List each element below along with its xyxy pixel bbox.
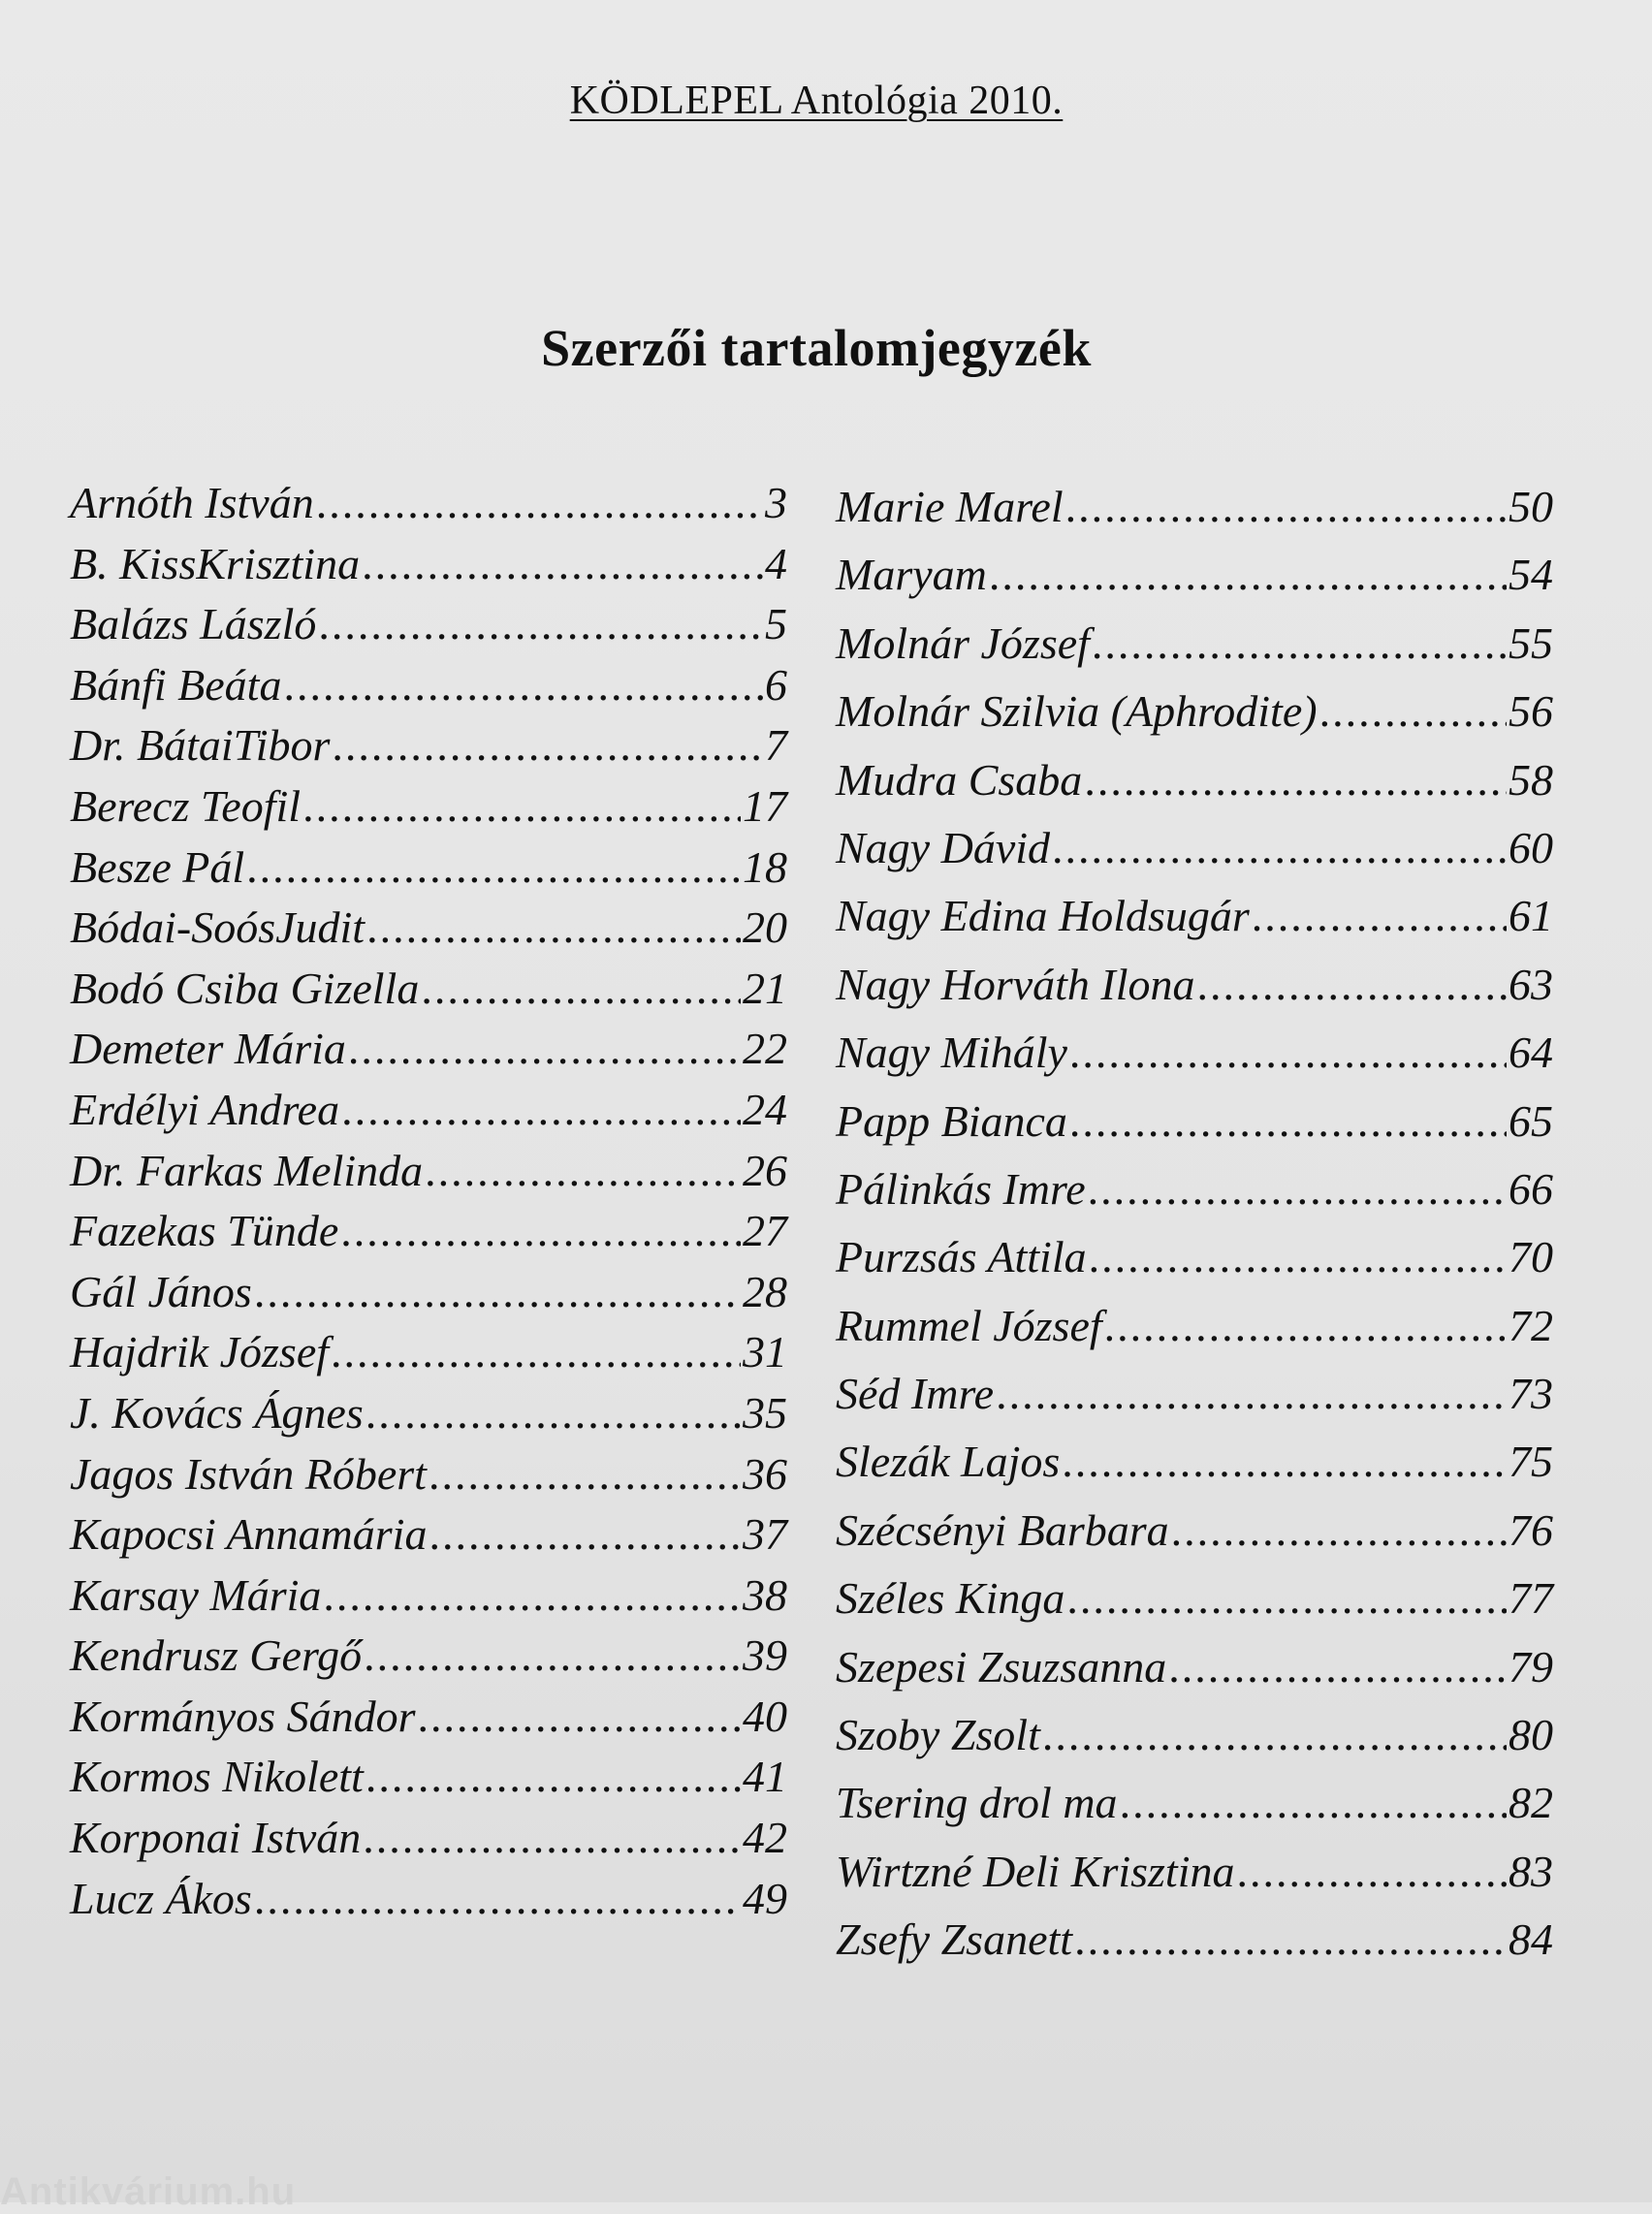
dot-leader — [429, 1444, 741, 1504]
dot-leader — [1088, 1155, 1507, 1223]
author-name: Kormányos Sándor — [70, 1691, 416, 1741]
page-number: 66 — [1509, 1163, 1553, 1214]
author-name: Jagos István Róbert — [70, 1448, 427, 1499]
page-title: Szerzői tartalomjegyzék — [541, 319, 1092, 377]
toc-entry — [70, 838, 787, 899]
dot-leader — [366, 898, 741, 958]
toc-entry — [836, 882, 1553, 950]
author-name: Papp Bianca — [836, 1095, 1067, 1146]
author-name: B. KissKrisztina — [70, 538, 361, 588]
author-name: Marie Marel — [836, 482, 1064, 531]
author-name: Tsering drol ma — [836, 1778, 1118, 1828]
author-name: Bodó Csiba Gizella — [70, 963, 420, 1013]
dot-leader — [254, 1869, 741, 1929]
author-name: Berecz Teofil — [70, 780, 302, 831]
toc-entry — [836, 1497, 1553, 1565]
author-name: Nagy Mihály — [836, 1028, 1067, 1078]
author-name: Rummel József — [836, 1300, 1102, 1350]
toc-entry — [836, 1906, 1553, 1974]
author-name: Szécsényi Barbara — [836, 1504, 1169, 1555]
toc-entry — [70, 776, 787, 838]
toc-entry — [70, 1808, 787, 1869]
author-name: Slezák Lajos — [836, 1437, 1061, 1487]
toc-entry — [70, 594, 787, 655]
author-name: Fazekas Tünde — [70, 1206, 339, 1256]
author-name: Molnár Szilvia (Aphrodite) — [836, 686, 1318, 737]
author-name: Korponai István — [70, 1813, 362, 1863]
toc-entry — [836, 473, 1553, 541]
author-name: Arnóth István — [70, 478, 314, 527]
toc-entry — [836, 1360, 1553, 1428]
page-number: 28 — [743, 1266, 787, 1316]
toc-entry — [70, 1262, 787, 1323]
toc-entry — [70, 1747, 787, 1808]
toc-entry — [836, 814, 1553, 882]
page-number: 63 — [1509, 959, 1553, 1009]
toc-entry — [836, 1019, 1553, 1087]
page-number: 20 — [743, 902, 787, 953]
author-name: Balázs László — [70, 599, 317, 649]
dot-leader — [1089, 1223, 1507, 1291]
page-number: 5 — [765, 599, 787, 649]
dot-leader — [362, 534, 763, 594]
page-number: 75 — [1509, 1437, 1553, 1487]
page-number: 64 — [1509, 1028, 1553, 1078]
author-name: Demeter Mária — [70, 1024, 346, 1074]
toc-entry — [70, 1383, 787, 1444]
author-name: Nagy Edina Holdsugár — [836, 891, 1250, 941]
dot-leader — [363, 1808, 741, 1868]
toc-left-column — [70, 473, 787, 1929]
author-name: Szoby Zsolt — [836, 1710, 1040, 1760]
dot-leader — [1236, 1838, 1507, 1906]
page-number: 4 — [765, 538, 787, 588]
page-number: 21 — [743, 963, 787, 1013]
author-name: J. Kovács Ágnes — [70, 1387, 364, 1438]
author-name: Hajdrik József — [70, 1327, 330, 1377]
dot-leader — [1120, 1769, 1507, 1837]
toc-entry — [70, 1080, 787, 1141]
dot-leader — [1069, 1019, 1507, 1087]
toc-entry — [70, 1869, 787, 1930]
author-name: Erdélyi Andrea — [70, 1084, 340, 1134]
dot-leader — [1197, 951, 1507, 1019]
page-number: 79 — [1509, 1641, 1553, 1692]
page-number: 39 — [743, 1630, 787, 1681]
author-name: Lucz Ákos — [70, 1873, 252, 1923]
watermark: Antikvárium.hu — [0, 2170, 297, 2213]
dot-leader — [996, 1360, 1507, 1428]
author-name: Dr. Farkas Melinda — [70, 1145, 424, 1195]
toc-entry — [70, 1322, 787, 1383]
author-name: Nagy Dávid — [836, 822, 1051, 872]
dot-leader — [348, 1019, 741, 1079]
dot-leader — [1052, 814, 1507, 882]
dot-leader — [989, 541, 1507, 609]
author-name: Séd Imre — [836, 1369, 995, 1419]
page-number: 49 — [743, 1873, 787, 1923]
page-number: 31 — [743, 1327, 787, 1377]
page-number: 18 — [743, 841, 787, 892]
author-name: Mudra Csaba — [836, 754, 1083, 805]
toc-entry — [70, 1687, 787, 1748]
author-name: Wirtzné Deli Krisztina — [836, 1846, 1235, 1896]
author-name: Karsay Mária — [70, 1569, 322, 1620]
dot-leader — [331, 1322, 741, 1382]
page-number: 42 — [743, 1813, 787, 1863]
page-number: 36 — [743, 1448, 787, 1499]
toc-entry — [836, 1633, 1553, 1701]
author-name: Purzsás Attila — [836, 1232, 1087, 1282]
page-number: 27 — [743, 1206, 787, 1256]
author-name: Széles Kinga — [836, 1573, 1065, 1624]
page-number: 76 — [1509, 1504, 1553, 1555]
dot-leader — [421, 959, 741, 1019]
toc-entry — [836, 610, 1553, 678]
toc-entry — [836, 1701, 1553, 1769]
author-name: Pálinkás Imre — [836, 1163, 1086, 1214]
toc-entry — [836, 1428, 1553, 1496]
toc-entry — [70, 1444, 787, 1505]
author-name: Nagy Horváth Ilona — [836, 959, 1195, 1009]
toc-entry — [836, 1292, 1553, 1360]
toc-entry — [70, 473, 787, 534]
toc-entry — [70, 655, 787, 716]
page-number: 35 — [743, 1387, 787, 1438]
author-name: Kormos Nikolett — [70, 1752, 364, 1802]
author-name: Kendrusz Gergő — [70, 1630, 363, 1681]
page-number: 55 — [1509, 617, 1553, 668]
dot-leader — [429, 1504, 741, 1565]
author-name: Bánfi Beáta — [70, 659, 282, 710]
page-number: 82 — [1509, 1778, 1553, 1828]
page-number: 60 — [1509, 822, 1553, 872]
dot-leader — [341, 1080, 741, 1140]
page-number: 40 — [743, 1691, 787, 1741]
dot-leader — [1084, 746, 1507, 814]
dot-leader — [340, 1201, 741, 1261]
toc-entry — [70, 1201, 787, 1262]
page-number: 50 — [1509, 482, 1553, 531]
dot-leader — [318, 594, 763, 654]
page-number: 56 — [1509, 686, 1553, 737]
toc-entry — [70, 1566, 787, 1627]
author-name: Kapocsi Annamária — [70, 1509, 428, 1560]
dot-leader — [323, 1566, 741, 1626]
dot-leader — [246, 838, 741, 898]
toc-entry — [70, 1626, 787, 1687]
page-number: 70 — [1509, 1232, 1553, 1282]
toc-entry — [836, 1565, 1553, 1632]
toc-entry — [836, 1155, 1553, 1223]
toc-entry — [70, 715, 787, 776]
toc-entry — [70, 1019, 787, 1080]
dot-leader — [1066, 1565, 1507, 1632]
page-number: 54 — [1509, 550, 1553, 600]
dot-leader — [418, 1687, 741, 1747]
author-name: Zsefy Zsanett — [836, 1914, 1073, 1965]
toc-entry — [70, 959, 787, 1020]
page-number: 65 — [1509, 1095, 1553, 1146]
toc-entry — [70, 1504, 787, 1566]
dot-leader — [332, 715, 763, 775]
page-number: 84 — [1509, 1914, 1553, 1965]
dot-leader — [1171, 1497, 1507, 1565]
page-number: 22 — [743, 1024, 787, 1074]
page-number: 41 — [743, 1752, 787, 1802]
dot-leader — [1042, 1701, 1507, 1769]
page-number: 83 — [1509, 1846, 1553, 1896]
page-number: 77 — [1509, 1573, 1553, 1624]
author-name: Besze Pál — [70, 841, 245, 892]
page-number: 24 — [743, 1084, 787, 1134]
toc-entry — [836, 1088, 1553, 1155]
page-header: KÖDLEPEL Antológia 2010. — [569, 79, 1064, 123]
page-number: 58 — [1509, 754, 1553, 805]
dot-leader — [364, 1626, 741, 1686]
page-number: 26 — [743, 1145, 787, 1195]
dot-leader — [1319, 678, 1507, 745]
toc-entry — [836, 951, 1553, 1019]
page-number: 3 — [765, 478, 787, 527]
dot-leader — [1069, 1088, 1507, 1155]
toc-entry — [70, 1141, 787, 1202]
toc-entry — [836, 1769, 1553, 1837]
dot-leader — [1092, 610, 1507, 678]
dot-leader — [425, 1141, 741, 1201]
toc-entry — [70, 534, 787, 595]
toc-entry — [836, 746, 1553, 814]
dot-leader — [283, 655, 763, 715]
page-number: 72 — [1509, 1300, 1553, 1350]
author-name: Bódai-SoósJudit — [70, 902, 365, 953]
dot-leader — [365, 1747, 741, 1807]
page-number: 38 — [743, 1569, 787, 1620]
author-name: Molnár József — [836, 617, 1090, 668]
dot-leader — [1252, 882, 1507, 950]
page-number: 37 — [743, 1509, 787, 1560]
dot-leader — [365, 1383, 741, 1443]
dot-leader — [302, 776, 741, 837]
author-name: Dr. BátaiTibor — [70, 720, 331, 771]
toc-entry — [836, 1223, 1553, 1291]
page-number: 80 — [1509, 1710, 1553, 1760]
dot-leader — [316, 473, 763, 533]
toc-entry — [836, 541, 1553, 609]
page-number: 17 — [743, 780, 787, 831]
toc-entry — [836, 1838, 1553, 1906]
dot-leader — [1065, 473, 1507, 541]
dot-leader — [1062, 1428, 1507, 1496]
dot-leader — [1168, 1633, 1507, 1701]
toc-right-column — [836, 473, 1553, 1975]
author-name: Maryam — [836, 550, 987, 600]
page-number: 73 — [1509, 1369, 1553, 1419]
page-number: 7 — [765, 720, 787, 771]
page-number: 6 — [765, 659, 787, 710]
toc-entry — [70, 898, 787, 959]
dot-leader — [1104, 1292, 1507, 1360]
author-name: Szepesi Zsuzsanna — [836, 1641, 1167, 1692]
dot-leader — [254, 1262, 741, 1322]
dot-leader — [1074, 1906, 1507, 1974]
page-number: 61 — [1509, 891, 1553, 941]
toc-entry — [836, 678, 1553, 745]
author-name: Gál János — [70, 1266, 252, 1316]
